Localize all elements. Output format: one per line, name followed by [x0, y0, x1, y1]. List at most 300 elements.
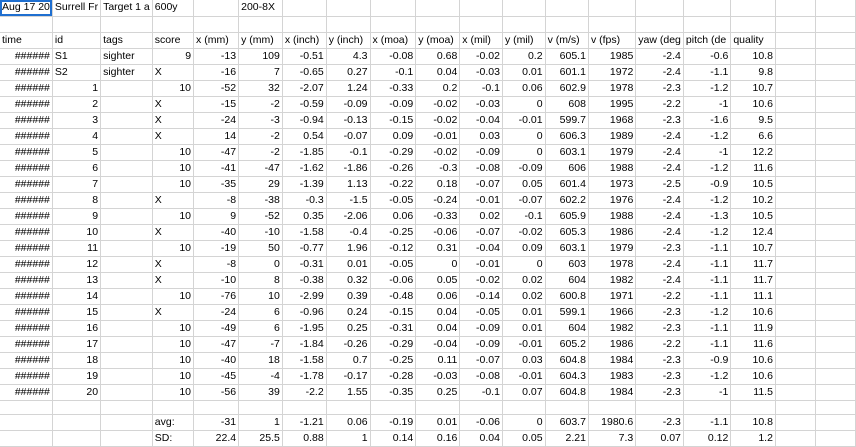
- spreadsheet-cell[interactable]: -0.09: [460, 336, 503, 352]
- spreadsheet-cell[interactable]: -0.3: [416, 160, 460, 176]
- spreadsheet-cell[interactable]: 0: [416, 256, 460, 272]
- spreadsheet-cell[interactable]: 10: [152, 384, 193, 400]
- spreadsheet-cell[interactable]: 1: [239, 414, 283, 430]
- spreadsheet-cell[interactable]: 1971: [588, 288, 635, 304]
- spreadsheet-cell[interactable]: Target 1 a: [101, 0, 153, 16]
- spreadsheet-cell[interactable]: 606: [545, 160, 588, 176]
- spreadsheet-cell[interactable]: [326, 16, 370, 32]
- spreadsheet-cell[interactable]: -13: [194, 48, 239, 64]
- spreadsheet-cell[interactable]: [101, 176, 153, 192]
- spreadsheet-cell[interactable]: -0.14: [460, 288, 503, 304]
- spreadsheet-cell[interactable]: 11.7: [731, 256, 776, 272]
- spreadsheet-cell[interactable]: [460, 400, 503, 414]
- spreadsheet-cell[interactable]: -40: [194, 352, 239, 368]
- spreadsheet-cell[interactable]: [0, 400, 52, 414]
- spreadsheet-cell[interactable]: [502, 0, 545, 16]
- spreadsheet-cell[interactable]: -16: [194, 64, 239, 80]
- spreadsheet-cell[interactable]: 15: [52, 304, 100, 320]
- spreadsheet-cell[interactable]: 0.09: [370, 128, 416, 144]
- spreadsheet-cell[interactable]: -0.03: [416, 368, 460, 384]
- spreadsheet-cell[interactable]: -0.24: [416, 192, 460, 208]
- spreadsheet-cell[interactable]: -2.3: [636, 112, 684, 128]
- spreadsheet-cell[interactable]: -0.04: [416, 336, 460, 352]
- spreadsheet-cell[interactable]: [815, 192, 855, 208]
- spreadsheet-cell[interactable]: 0.05: [502, 430, 545, 446]
- spreadsheet-cell[interactable]: [775, 430, 815, 446]
- spreadsheet-cell[interactable]: -1.39: [282, 176, 326, 192]
- spreadsheet-cell[interactable]: 10.5: [731, 176, 776, 192]
- spreadsheet-cell[interactable]: -45: [194, 368, 239, 384]
- spreadsheet-cell[interactable]: 0.12: [683, 430, 730, 446]
- spreadsheet-cell[interactable]: 0.04: [460, 430, 503, 446]
- spreadsheet-cell[interactable]: 109: [239, 48, 283, 64]
- spreadsheet-cell[interactable]: [370, 0, 416, 16]
- spreadsheet-cell[interactable]: [815, 336, 855, 352]
- spreadsheet-cell[interactable]: [588, 400, 635, 414]
- spreadsheet-cell[interactable]: [460, 0, 503, 16]
- spreadsheet-cell[interactable]: -2.3: [636, 414, 684, 430]
- spreadsheet-cell[interactable]: 6: [52, 160, 100, 176]
- spreadsheet-cell[interactable]: -0.77: [282, 240, 326, 256]
- spreadsheet-cell[interactable]: id: [52, 32, 100, 48]
- spreadsheet-cell[interactable]: -2.07: [282, 80, 326, 96]
- spreadsheet-cell[interactable]: -0.33: [416, 208, 460, 224]
- spreadsheet-cell[interactable]: -0.25: [370, 352, 416, 368]
- spreadsheet-cell[interactable]: -0.65: [282, 64, 326, 80]
- spreadsheet-cell[interactable]: 0.04: [416, 320, 460, 336]
- spreadsheet-cell[interactable]: -47: [239, 160, 283, 176]
- spreadsheet-cell[interactable]: -0.06: [460, 414, 503, 430]
- spreadsheet-cell[interactable]: 0: [502, 144, 545, 160]
- spreadsheet-cell[interactable]: [775, 240, 815, 256]
- spreadsheet-cell[interactable]: -1.1: [683, 272, 730, 288]
- spreadsheet-cell[interactable]: v (m/s): [545, 32, 588, 48]
- spreadsheet-cell[interactable]: [636, 0, 684, 16]
- spreadsheet-cell[interactable]: -0.07: [326, 128, 370, 144]
- spreadsheet-cell[interactable]: [775, 272, 815, 288]
- spreadsheet-cell[interactable]: 1: [326, 430, 370, 446]
- spreadsheet-cell[interactable]: -0.03: [460, 64, 503, 80]
- spreadsheet-cell[interactable]: 10.8: [731, 414, 776, 430]
- spreadsheet-cell[interactable]: 1: [52, 80, 100, 96]
- spreadsheet-cell[interactable]: [815, 32, 855, 48]
- spreadsheet-cell[interactable]: [775, 128, 815, 144]
- spreadsheet-cell[interactable]: [101, 240, 153, 256]
- spreadsheet-cell[interactable]: 0: [502, 96, 545, 112]
- spreadsheet-cell[interactable]: -1: [683, 96, 730, 112]
- spreadsheet-cell[interactable]: 10.7: [731, 240, 776, 256]
- spreadsheet-cell[interactable]: [683, 0, 730, 16]
- spreadsheet-cell[interactable]: -0.28: [370, 368, 416, 384]
- spreadsheet-cell[interactable]: -0.31: [282, 256, 326, 272]
- spreadsheet-cell[interactable]: [815, 80, 855, 96]
- spreadsheet-cell[interactable]: -0.02: [416, 112, 460, 128]
- spreadsheet-cell[interactable]: [239, 400, 283, 414]
- spreadsheet-cell[interactable]: [815, 384, 855, 400]
- spreadsheet-cell[interactable]: ######: [0, 192, 52, 208]
- spreadsheet-cell[interactable]: [101, 320, 153, 336]
- spreadsheet-cell[interactable]: [815, 320, 855, 336]
- spreadsheet-cell[interactable]: pitch (de: [683, 32, 730, 48]
- spreadsheet-cell[interactable]: -2.3: [636, 368, 684, 384]
- spreadsheet-cell[interactable]: 0.01: [502, 64, 545, 80]
- spreadsheet-cell[interactable]: X: [152, 224, 193, 240]
- spreadsheet-cell[interactable]: -1.2: [683, 368, 730, 384]
- spreadsheet-cell[interactable]: 0: [502, 414, 545, 430]
- spreadsheet-cell[interactable]: [152, 16, 193, 32]
- spreadsheet-cell[interactable]: ######: [0, 176, 52, 192]
- spreadsheet-cell[interactable]: 1966: [588, 304, 635, 320]
- spreadsheet-cell[interactable]: 10: [152, 144, 193, 160]
- spreadsheet-cell[interactable]: [52, 430, 100, 446]
- spreadsheet-cell[interactable]: [370, 400, 416, 414]
- spreadsheet-cell[interactable]: -1.5: [326, 192, 370, 208]
- spreadsheet-cell[interactable]: 1980.6: [588, 414, 635, 430]
- spreadsheet-cell[interactable]: 599.1: [545, 304, 588, 320]
- spreadsheet-cell[interactable]: -2.06: [326, 208, 370, 224]
- spreadsheet-cell[interactable]: -2.4: [636, 208, 684, 224]
- spreadsheet-cell[interactable]: [775, 224, 815, 240]
- spreadsheet-cell[interactable]: avg:: [152, 414, 193, 430]
- spreadsheet-cell[interactable]: 0.03: [460, 128, 503, 144]
- spreadsheet-cell[interactable]: -0.4: [326, 224, 370, 240]
- spreadsheet-cell[interactable]: 1976: [588, 192, 635, 208]
- spreadsheet-cell[interactable]: -0.31: [370, 320, 416, 336]
- spreadsheet-cell[interactable]: 0.25: [326, 320, 370, 336]
- spreadsheet-cell[interactable]: y (mil): [502, 32, 545, 48]
- spreadsheet-cell[interactable]: 605.1: [545, 48, 588, 64]
- spreadsheet-cell[interactable]: 9: [194, 208, 239, 224]
- spreadsheet-cell[interactable]: -0.02: [502, 224, 545, 240]
- spreadsheet-cell[interactable]: 0: [502, 128, 545, 144]
- spreadsheet-cell[interactable]: -2.2: [636, 288, 684, 304]
- spreadsheet-cell[interactable]: 6: [239, 320, 283, 336]
- spreadsheet-cell[interactable]: -2.4: [636, 224, 684, 240]
- spreadsheet-cell[interactable]: ######: [0, 288, 52, 304]
- spreadsheet-cell[interactable]: [815, 400, 855, 414]
- spreadsheet-cell[interactable]: 0.05: [416, 272, 460, 288]
- spreadsheet-cell[interactable]: [775, 0, 815, 16]
- spreadsheet-cell[interactable]: 604.8: [545, 384, 588, 400]
- spreadsheet-cell[interactable]: [52, 16, 100, 32]
- spreadsheet-cell[interactable]: 601.1: [545, 64, 588, 80]
- spreadsheet-cell[interactable]: [683, 16, 730, 32]
- spreadsheet-cell[interactable]: 0.54: [282, 128, 326, 144]
- spreadsheet-cell[interactable]: 18: [239, 352, 283, 368]
- spreadsheet-cell[interactable]: [775, 368, 815, 384]
- spreadsheet-cell[interactable]: -0.3: [282, 192, 326, 208]
- spreadsheet-cell[interactable]: 200-8X: [239, 0, 283, 16]
- spreadsheet-cell[interactable]: 10: [152, 336, 193, 352]
- spreadsheet-cell[interactable]: 9: [152, 48, 193, 64]
- spreadsheet-cell[interactable]: -0.15: [370, 112, 416, 128]
- spreadsheet-cell[interactable]: -0.1: [502, 208, 545, 224]
- spreadsheet-cell[interactable]: [815, 176, 855, 192]
- spreadsheet-cell[interactable]: -1.2: [683, 80, 730, 96]
- spreadsheet-cell[interactable]: -1.1: [683, 240, 730, 256]
- spreadsheet-cell[interactable]: 1972: [588, 64, 635, 80]
- spreadsheet-cell[interactable]: [775, 304, 815, 320]
- spreadsheet-cell[interactable]: [326, 0, 370, 16]
- spreadsheet-cell[interactable]: 1.2: [731, 430, 776, 446]
- spreadsheet-cell[interactable]: 8: [239, 272, 283, 288]
- spreadsheet-cell[interactable]: -0.1: [460, 80, 503, 96]
- spreadsheet-cell[interactable]: -2.3: [636, 80, 684, 96]
- spreadsheet-cell[interactable]: -0.48: [370, 288, 416, 304]
- spreadsheet-cell[interactable]: -0.01: [460, 192, 503, 208]
- spreadsheet-cell[interactable]: S1: [52, 48, 100, 64]
- spreadsheet-cell[interactable]: -2.4: [636, 48, 684, 64]
- spreadsheet-cell[interactable]: 1983: [588, 368, 635, 384]
- spreadsheet-cell[interactable]: 603.1: [545, 240, 588, 256]
- spreadsheet-cell[interactable]: X: [152, 128, 193, 144]
- spreadsheet-cell[interactable]: -1.6: [683, 112, 730, 128]
- spreadsheet-cell[interactable]: 10: [152, 80, 193, 96]
- spreadsheet-cell[interactable]: -1.85: [282, 144, 326, 160]
- spreadsheet-cell[interactable]: [545, 400, 588, 414]
- spreadsheet-cell[interactable]: -1.84: [282, 336, 326, 352]
- spreadsheet-cell[interactable]: [815, 430, 855, 446]
- spreadsheet-cell[interactable]: 0: [502, 256, 545, 272]
- spreadsheet-cell[interactable]: -0.35: [370, 384, 416, 400]
- spreadsheet-cell[interactable]: -0.02: [460, 48, 503, 64]
- spreadsheet-cell[interactable]: [101, 208, 153, 224]
- spreadsheet-cell[interactable]: -1.95: [282, 320, 326, 336]
- spreadsheet-cell[interactable]: 11.5: [731, 384, 776, 400]
- spreadsheet-cell[interactable]: 0.06: [326, 414, 370, 430]
- spreadsheet-cell[interactable]: -38: [239, 192, 283, 208]
- spreadsheet-cell[interactable]: -2: [239, 128, 283, 144]
- spreadsheet-cell[interactable]: [815, 128, 855, 144]
- spreadsheet-cell[interactable]: 4: [52, 128, 100, 144]
- spreadsheet-cell[interactable]: -1.2: [683, 160, 730, 176]
- spreadsheet-cell[interactable]: -2.3: [636, 304, 684, 320]
- spreadsheet-cell[interactable]: 20: [52, 384, 100, 400]
- spreadsheet-cell[interactable]: [282, 16, 326, 32]
- spreadsheet-cell[interactable]: [101, 80, 153, 96]
- spreadsheet-cell[interactable]: 0.24: [326, 304, 370, 320]
- spreadsheet-cell[interactable]: -0.9: [683, 176, 730, 192]
- spreadsheet-cell[interactable]: -0.09: [326, 96, 370, 112]
- spreadsheet-cell[interactable]: [460, 16, 503, 32]
- spreadsheet-cell[interactable]: -8: [194, 192, 239, 208]
- spreadsheet-cell[interactable]: -0.59: [282, 96, 326, 112]
- spreadsheet-cell[interactable]: [52, 400, 100, 414]
- spreadsheet-cell[interactable]: 0.07: [502, 384, 545, 400]
- spreadsheet-cell[interactable]: [815, 48, 855, 64]
- spreadsheet-cell[interactable]: -0.1: [370, 64, 416, 80]
- spreadsheet-cell[interactable]: -2.2: [636, 336, 684, 352]
- spreadsheet-cell[interactable]: 1979: [588, 240, 635, 256]
- spreadsheet-cell[interactable]: 1968: [588, 112, 635, 128]
- spreadsheet-cell[interactable]: v (fps): [588, 32, 635, 48]
- spreadsheet-cell[interactable]: yaw (deg: [636, 32, 684, 48]
- spreadsheet-cell[interactable]: -2.4: [636, 144, 684, 160]
- spreadsheet-cell[interactable]: -56: [194, 384, 239, 400]
- spreadsheet-cell[interactable]: tags: [101, 32, 153, 48]
- spreadsheet-cell[interactable]: 0.16: [416, 430, 460, 446]
- spreadsheet-cell[interactable]: [101, 16, 153, 32]
- spreadsheet-cell[interactable]: -0.9: [683, 352, 730, 368]
- spreadsheet-cell[interactable]: 0.06: [370, 208, 416, 224]
- spreadsheet-cell[interactable]: 0.07: [636, 430, 684, 446]
- spreadsheet-cell[interactable]: 1.96: [326, 240, 370, 256]
- spreadsheet-cell[interactable]: -2.99: [282, 288, 326, 304]
- spreadsheet-cell[interactable]: -0.26: [370, 160, 416, 176]
- spreadsheet-cell[interactable]: -0.05: [370, 192, 416, 208]
- spreadsheet-cell[interactable]: [775, 256, 815, 272]
- spreadsheet-cell[interactable]: 10: [152, 208, 193, 224]
- spreadsheet-cell[interactable]: 0.01: [416, 414, 460, 430]
- spreadsheet-cell[interactable]: -1.2: [683, 304, 730, 320]
- spreadsheet-cell[interactable]: [775, 48, 815, 64]
- spreadsheet-cell[interactable]: -0.09: [370, 96, 416, 112]
- spreadsheet-cell[interactable]: 7.3: [588, 430, 635, 446]
- spreadsheet-cell[interactable]: -1.1: [683, 256, 730, 272]
- spreadsheet-cell[interactable]: [775, 16, 815, 32]
- spreadsheet-cell[interactable]: -52: [239, 208, 283, 224]
- spreadsheet-cell[interactable]: 605.3: [545, 224, 588, 240]
- spreadsheet-cell[interactable]: -0.22: [370, 176, 416, 192]
- spreadsheet-cell[interactable]: 10.6: [731, 352, 776, 368]
- spreadsheet-cell[interactable]: 11.7: [731, 272, 776, 288]
- spreadsheet-cell[interactable]: [101, 192, 153, 208]
- spreadsheet-cell[interactable]: 604.3: [545, 368, 588, 384]
- spreadsheet-cell[interactable]: Surrell Fr: [52, 0, 100, 16]
- spreadsheet-cell[interactable]: y (mm): [239, 32, 283, 48]
- spreadsheet-cell[interactable]: -0.09: [460, 144, 503, 160]
- spreadsheet-cell[interactable]: 25.5: [239, 430, 283, 446]
- spreadsheet-cell[interactable]: 12.2: [731, 144, 776, 160]
- spreadsheet-cell[interactable]: 1978: [588, 256, 635, 272]
- spreadsheet-cell[interactable]: [52, 414, 100, 430]
- spreadsheet-cell[interactable]: -0.05: [370, 256, 416, 272]
- spreadsheet-cell[interactable]: ######: [0, 368, 52, 384]
- spreadsheet-cell[interactable]: [775, 144, 815, 160]
- spreadsheet-cell[interactable]: -1.1: [683, 288, 730, 304]
- spreadsheet-cell[interactable]: [815, 288, 855, 304]
- spreadsheet-cell[interactable]: -49: [194, 320, 239, 336]
- spreadsheet-cell[interactable]: X: [152, 192, 193, 208]
- spreadsheet-cell[interactable]: -40: [194, 224, 239, 240]
- spreadsheet-cell[interactable]: 10.2: [731, 192, 776, 208]
- spreadsheet-cell[interactable]: [775, 384, 815, 400]
- spreadsheet-cell[interactable]: -2.4: [636, 272, 684, 288]
- spreadsheet-cell[interactable]: [101, 430, 153, 446]
- spreadsheet-cell[interactable]: -1.86: [326, 160, 370, 176]
- spreadsheet-cell[interactable]: [416, 16, 460, 32]
- spreadsheet-cell[interactable]: ######: [0, 96, 52, 112]
- spreadsheet-cell[interactable]: -19: [194, 240, 239, 256]
- spreadsheet-cell[interactable]: -0.08: [460, 368, 503, 384]
- spreadsheet-cell[interactable]: -1.21: [282, 414, 326, 430]
- spreadsheet-cell[interactable]: [815, 224, 855, 240]
- spreadsheet-cell[interactable]: 0.02: [502, 272, 545, 288]
- spreadsheet-cell[interactable]: [101, 128, 153, 144]
- spreadsheet-cell[interactable]: 10: [152, 352, 193, 368]
- spreadsheet-cell[interactable]: 2.21: [545, 430, 588, 446]
- spreadsheet-cell[interactable]: ######: [0, 320, 52, 336]
- spreadsheet-cell[interactable]: -10: [239, 224, 283, 240]
- spreadsheet-cell[interactable]: -2.3: [636, 320, 684, 336]
- spreadsheet-cell[interactable]: -0.01: [502, 112, 545, 128]
- spreadsheet-cell[interactable]: -2.4: [636, 192, 684, 208]
- spreadsheet-cell[interactable]: [775, 160, 815, 176]
- spreadsheet-cell[interactable]: -0.09: [502, 160, 545, 176]
- spreadsheet-cell[interactable]: -0.08: [460, 160, 503, 176]
- spreadsheet-cell[interactable]: ######: [0, 112, 52, 128]
- spreadsheet-cell[interactable]: 0.01: [326, 256, 370, 272]
- spreadsheet-cell[interactable]: [775, 192, 815, 208]
- spreadsheet-cell[interactable]: -1.1: [683, 414, 730, 430]
- spreadsheet-cell[interactable]: 601.4: [545, 176, 588, 192]
- spreadsheet-cell[interactable]: 0.14: [370, 430, 416, 446]
- spreadsheet-cell[interactable]: -52: [194, 80, 239, 96]
- spreadsheet-cell[interactable]: time: [0, 32, 52, 48]
- spreadsheet-cell[interactable]: 600.8: [545, 288, 588, 304]
- spreadsheet-cell[interactable]: 9: [52, 208, 100, 224]
- spreadsheet-cell[interactable]: [775, 400, 815, 414]
- spreadsheet-cell[interactable]: 10.6: [731, 304, 776, 320]
- spreadsheet-cell[interactable]: 1989: [588, 128, 635, 144]
- spreadsheet-cell[interactable]: -2: [239, 144, 283, 160]
- spreadsheet-cell[interactable]: -1.2: [683, 128, 730, 144]
- spreadsheet-cell[interactable]: 0.31: [416, 240, 460, 256]
- spreadsheet-cell[interactable]: -2.4: [636, 128, 684, 144]
- spreadsheet-cell[interactable]: ######: [0, 64, 52, 80]
- spreadsheet-cell[interactable]: -2: [239, 96, 283, 112]
- spreadsheet-cell[interactable]: 0.02: [460, 208, 503, 224]
- spreadsheet-cell[interactable]: [239, 16, 283, 32]
- spreadsheet-cell[interactable]: 10.5: [731, 208, 776, 224]
- spreadsheet-cell[interactable]: 10.6: [731, 96, 776, 112]
- spreadsheet-cell[interactable]: y (inch): [326, 32, 370, 48]
- spreadsheet-cell[interactable]: 12: [52, 256, 100, 272]
- spreadsheet-cell[interactable]: 0.11: [416, 352, 460, 368]
- spreadsheet-cell[interactable]: 9.8: [731, 64, 776, 80]
- spreadsheet-cell[interactable]: [194, 400, 239, 414]
- spreadsheet-cell[interactable]: 0.2: [502, 48, 545, 64]
- spreadsheet-cell[interactable]: 10: [152, 320, 193, 336]
- spreadsheet-cell[interactable]: ######: [0, 48, 52, 64]
- spreadsheet-cell[interactable]: 604: [545, 272, 588, 288]
- spreadsheet-cell[interactable]: [815, 16, 855, 32]
- spreadsheet-cell[interactable]: [775, 112, 815, 128]
- spreadsheet-cell[interactable]: 9.5: [731, 112, 776, 128]
- spreadsheet-cell[interactable]: 1.24: [326, 80, 370, 96]
- spreadsheet-cell[interactable]: 1973: [588, 176, 635, 192]
- spreadsheet-cell[interactable]: 10: [239, 288, 283, 304]
- spreadsheet-cell[interactable]: [416, 0, 460, 16]
- spreadsheet-cell[interactable]: 29: [239, 176, 283, 192]
- spreadsheet-cell[interactable]: 602.9: [545, 80, 588, 96]
- spreadsheet-cell[interactable]: -41: [194, 160, 239, 176]
- spreadsheet-cell[interactable]: [815, 304, 855, 320]
- spreadsheet-cell[interactable]: X: [152, 96, 193, 112]
- spreadsheet-cell[interactable]: [194, 0, 239, 16]
- spreadsheet-cell[interactable]: -1.1: [683, 320, 730, 336]
- spreadsheet-cell[interactable]: -24: [194, 304, 239, 320]
- spreadsheet-cell[interactable]: -1.58: [282, 352, 326, 368]
- spreadsheet-cell[interactable]: [101, 400, 153, 414]
- spreadsheet-cell[interactable]: 0.68: [416, 48, 460, 64]
- spreadsheet-cell[interactable]: sighter: [101, 48, 153, 64]
- spreadsheet-cell[interactable]: 0.04: [416, 304, 460, 320]
- spreadsheet-cell[interactable]: -1.2: [683, 192, 730, 208]
- spreadsheet-cell[interactable]: 22.4: [194, 430, 239, 446]
- spreadsheet-cell[interactable]: [101, 112, 153, 128]
- spreadsheet-cell[interactable]: -10: [194, 272, 239, 288]
